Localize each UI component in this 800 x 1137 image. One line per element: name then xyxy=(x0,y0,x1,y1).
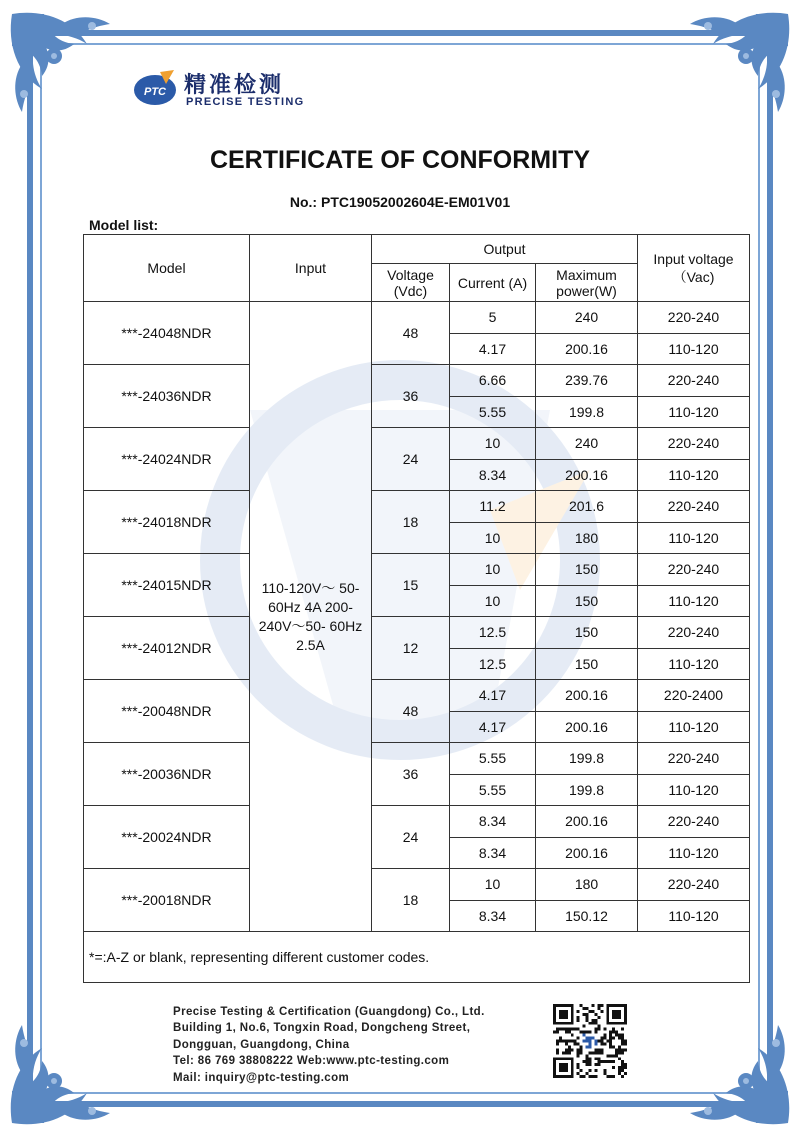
company-logo xyxy=(132,64,322,114)
logo-chinese-text: 精准检测 xyxy=(184,73,285,98)
current-cell: 4.17 xyxy=(450,680,536,712)
current-cell: 8.34 xyxy=(450,459,536,491)
power-cell: 240 xyxy=(536,428,638,460)
current-cell: 10 xyxy=(450,522,536,554)
current-cell: 10 xyxy=(450,585,536,617)
current-cell: 5.55 xyxy=(450,774,536,806)
voltage-cell: 24 xyxy=(372,428,450,491)
table-row xyxy=(84,869,750,901)
logo-english-text: PRECISE TESTING xyxy=(186,96,305,108)
power-cell: 200.16 xyxy=(536,806,638,838)
table-row xyxy=(84,680,750,712)
current-cell: 10 xyxy=(450,869,536,901)
power-cell: 200.16 xyxy=(536,837,638,869)
power-cell: 201.6 xyxy=(536,491,638,523)
model-cell: ***-24012NDR xyxy=(84,617,250,680)
current-cell: 12.5 xyxy=(450,648,536,680)
voltage-cell: 36 xyxy=(372,365,450,428)
input-voltage-cell: 110-120 xyxy=(638,459,750,491)
header-voltage: Voltage (Vdc) xyxy=(372,264,450,302)
current-cell: 12.5 xyxy=(450,617,536,649)
input-voltage-cell: 220-2400 xyxy=(638,680,750,712)
corner-ornament-icon xyxy=(678,1013,798,1133)
input-voltage-cell: 110-120 xyxy=(638,837,750,869)
model-cell: ***-20024NDR xyxy=(84,806,250,869)
input-voltage-cell: 220-240 xyxy=(638,365,750,397)
input-voltage-cell: 110-120 xyxy=(638,522,750,554)
table-row xyxy=(84,365,750,397)
model-cell: ***-24024NDR xyxy=(84,428,250,491)
current-cell: 8.34 xyxy=(450,837,536,869)
table-row xyxy=(84,617,750,649)
current-cell: 5.55 xyxy=(450,396,536,428)
input-voltage-cell: 220-240 xyxy=(638,428,750,460)
footer-line: Tel: 86 769 38808222 Web:www.ptc-testing.com xyxy=(173,1055,450,1068)
header-input: Input xyxy=(250,235,372,302)
page-title: CERTIFICATE OF CONFORMITY xyxy=(209,146,591,174)
svg-text:PTC: PTC xyxy=(144,86,166,98)
model-list-label: Model list: xyxy=(89,217,159,233)
header-input-voltage: Input voltage （Vac) xyxy=(638,235,750,302)
model-cell: ***-24048NDR xyxy=(84,302,250,365)
input-voltage-cell: 220-240 xyxy=(638,302,750,334)
power-cell: 150 xyxy=(536,648,638,680)
power-cell: 199.8 xyxy=(536,743,638,775)
power-cell: 199.8 xyxy=(536,774,638,806)
voltage-cell: 18 xyxy=(372,491,450,554)
footer-line: Dongguan, Guangdong, China xyxy=(173,1038,350,1051)
table-row xyxy=(84,428,750,460)
model-cell: ***-24018NDR xyxy=(84,491,250,554)
current-cell: 10 xyxy=(450,428,536,460)
voltage-cell: 24 xyxy=(372,806,450,869)
table-row xyxy=(84,743,750,775)
current-cell: 8.34 xyxy=(450,900,536,932)
input-voltage-cell: 220-240 xyxy=(638,806,750,838)
header-current: Current (A) xyxy=(450,264,536,302)
input-voltage-cell: 110-120 xyxy=(638,774,750,806)
input-voltage-cell: 220-240 xyxy=(638,743,750,775)
footer-line: Building 1, No.6, Tongxin Road, Dongcheng Street, xyxy=(173,1022,471,1035)
power-cell: 200.16 xyxy=(536,711,638,743)
input-voltage-cell: 110-120 xyxy=(638,585,750,617)
table-row xyxy=(84,302,750,334)
current-cell: 5 xyxy=(450,302,536,334)
corner-ornament-icon xyxy=(2,1013,122,1133)
input-voltage-cell: 220-240 xyxy=(638,869,750,901)
power-cell: 240 xyxy=(536,302,638,334)
input-voltage-cell: 110-120 xyxy=(638,648,750,680)
power-cell: 180 xyxy=(536,522,638,554)
voltage-cell: 48 xyxy=(372,680,450,743)
current-cell: 4.17 xyxy=(450,333,536,365)
model-table xyxy=(83,234,750,983)
model-cell: ***-20018NDR xyxy=(84,869,250,932)
voltage-cell: 15 xyxy=(372,554,450,617)
header-model: Model xyxy=(84,235,250,302)
table-row xyxy=(84,806,750,838)
model-cell: ***-20048NDR xyxy=(84,680,250,743)
table-row xyxy=(84,491,750,523)
input-voltage-cell: 110-120 xyxy=(638,333,750,365)
voltage-cell: 48 xyxy=(372,302,450,365)
table-note: *=:A-Z or blank, representing different customer codes. xyxy=(84,932,750,983)
current-cell: 6.66 xyxy=(450,365,536,397)
power-cell: 200.16 xyxy=(536,459,638,491)
model-cell: ***-24015NDR xyxy=(84,554,250,617)
input-voltage-cell: 220-240 xyxy=(638,554,750,586)
current-cell: 10 xyxy=(450,554,536,586)
header-power: Maximum power(W) xyxy=(536,264,638,302)
input-voltage-cell: 110-120 xyxy=(638,711,750,743)
voltage-cell: 12 xyxy=(372,617,450,680)
power-cell: 199.8 xyxy=(536,396,638,428)
voltage-cell: 18 xyxy=(372,869,450,932)
input-cell: 110-120V～ 50-60Hz 4A 200-240V～50- 60Hz 2.5A xyxy=(250,302,372,932)
power-cell: 150 xyxy=(536,617,638,649)
input-voltage-cell: 110-120 xyxy=(638,396,750,428)
power-cell: 200.16 xyxy=(536,333,638,365)
input-voltage-cell: 110-120 xyxy=(638,900,750,932)
power-cell: 200.16 xyxy=(536,680,638,712)
footer-line: Precise Testing & Certification (Guangdong) Co., Ltd. xyxy=(173,1006,485,1018)
current-cell: 4.17 xyxy=(450,711,536,743)
power-cell: 150 xyxy=(536,554,638,586)
header-output: Output xyxy=(372,235,638,264)
input-voltage-cell: 220-240 xyxy=(638,491,750,523)
qr-code-icon xyxy=(553,1004,627,1078)
footer-line: Mail: inquiry@ptc-testing.com xyxy=(173,1071,350,1084)
input-voltage-cell: 220-240 xyxy=(638,617,750,649)
company-address xyxy=(173,1004,485,1086)
certificate-number: No.: PTC19052002604E-EM01V01 xyxy=(289,194,511,210)
power-cell: 150 xyxy=(536,585,638,617)
current-cell: 5.55 xyxy=(450,743,536,775)
power-cell: 239.76 xyxy=(536,365,638,397)
model-cell: ***-24036NDR xyxy=(84,365,250,428)
corner-ornament-icon xyxy=(2,4,122,124)
voltage-cell: 36 xyxy=(372,743,450,806)
table-row xyxy=(84,554,750,586)
corner-ornament-icon xyxy=(678,4,798,124)
power-cell: 150.12 xyxy=(536,900,638,932)
current-cell: 11.2 xyxy=(450,491,536,523)
current-cell: 8.34 xyxy=(450,806,536,838)
model-cell: ***-20036NDR xyxy=(84,743,250,806)
ptc-logo-icon xyxy=(132,68,178,108)
power-cell: 180 xyxy=(536,869,638,901)
